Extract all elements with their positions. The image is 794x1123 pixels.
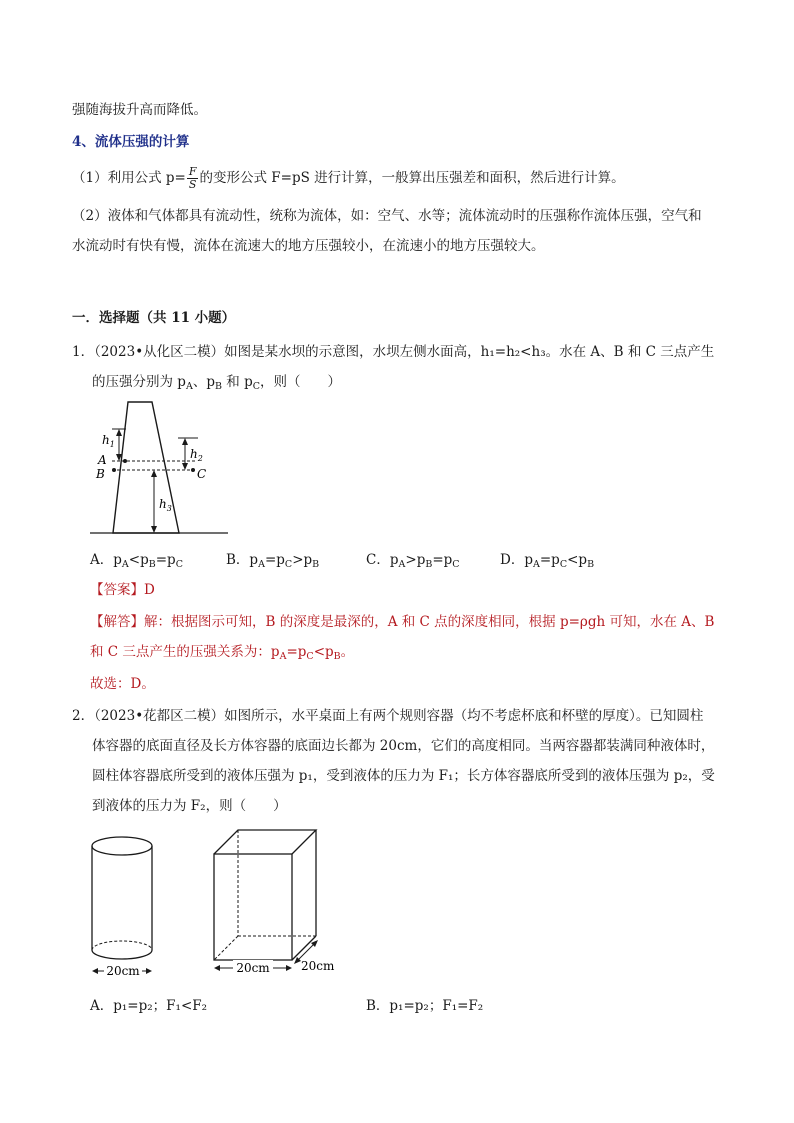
- q2-option-b: B．p₁=p₂；F₁=F₂: [366, 998, 484, 1014]
- section4-intro-tail: 强随海拔升高而降低。: [72, 102, 207, 118]
- section4-item2-line1: （2）液体和气体都具有流动性，统称为流体，如：空气、水等；流体流动时的压强称作流体压强，空气和: [72, 208, 702, 224]
- part1-heading: 一．选择题（共 11 小题）: [72, 310, 236, 326]
- q1-stem-line2: 的压强分别为 $p_A$、$p_B$ 和 $p_C$，则（ ）: [92, 374, 341, 392]
- cylinder-bottom-front: [92, 950, 152, 959]
- cuboid-width-arrowhead-right: [286, 965, 292, 971]
- point-a: [123, 459, 127, 463]
- fraction-numerator: F: [188, 165, 197, 178]
- item1-prefix: （1）利用公式 p=: [72, 170, 186, 186]
- cuboid-width-label: 20cm: [236, 961, 270, 975]
- h3-arrowhead-top: [151, 470, 157, 477]
- point-b: [112, 468, 116, 472]
- cylinder-bottom-back: [92, 941, 152, 950]
- cuboid-hidden-depth: [214, 936, 238, 960]
- q1-stem-line1: 1．（2023•从化区二模）如图是某水坝的示意图，水坝左侧水面高，h₁=h₂<h₃。水在 A、B 和 C 三点产生: [72, 344, 715, 360]
- cuboid-top-back: [214, 830, 316, 854]
- label-a: A: [98, 453, 107, 467]
- analysis-text: 解：根据图示可知，B 的深度是最深的，A 和 C 点的深度相同，根据 p=ρgh 可知，水在 A、B: [144, 614, 715, 630]
- h1-arrowhead-top: [116, 429, 122, 436]
- q1-analysis-line2: 和 C 三点产生的压强关系为：$p_A=p_C<p_B$。: [90, 644, 355, 662]
- cuboid-width-arrowhead-left: [214, 965, 220, 971]
- fraction-denominator: S: [188, 178, 197, 191]
- q2-stem-line4: 到液体的压力为 F₂，则（ ）: [92, 798, 287, 814]
- cylinder-arrowhead-left: [92, 968, 98, 974]
- q1-analysis-line1: [90, 612, 714, 632]
- label-h2: $h_2$: [190, 447, 203, 463]
- cylinder-arrowhead-right: [146, 968, 152, 974]
- cuboid-bottom-right: [292, 936, 316, 960]
- section4-item2-line2: 水流动时有快有慢，流体在流速大的地方压强较小，在流速小的地方压强较大。: [72, 238, 545, 254]
- q1-option-a: A．$p_A<p_B=p_C$: [90, 552, 183, 570]
- section4-heading: 4、流体压强的计算: [72, 134, 190, 150]
- q2-stem-line2: 体容器的底面直径及长方体容器的底面边长都为 20cm，它们的高度相同。当两容器都装满同种液体时，: [92, 738, 715, 754]
- q1-option-c: C．$p_A>p_B=p_C$: [366, 552, 460, 570]
- h2-arrowhead-bottom: [182, 463, 188, 470]
- q2-stem-line3: 圆柱体容器底所受到的液体压强为 p₁，受到液体的压力为 F₁；长方体容器底所受到的液体压强为 p₂，受: [92, 768, 715, 784]
- formula-fraction: [187, 166, 199, 191]
- analysis-label: 【解答】: [90, 614, 144, 630]
- h2-arrowhead-top: [182, 438, 188, 445]
- label-h1: $h_1$: [102, 433, 115, 449]
- q1-answer: 【答案】D: [90, 582, 155, 598]
- section4-item1: [72, 164, 625, 192]
- label-h3: $h_3$: [159, 497, 172, 513]
- cuboid-front-face: [214, 854, 292, 960]
- cylinder-diagram: [84, 832, 174, 982]
- q2-stem-line1: 2．（2023•花都区二模）如图所示，水平桌面上有两个规则容器（均不考虑杯底和杯壁的厚度）。已知圆柱: [72, 708, 704, 724]
- cylinder-label: 20cm: [106, 964, 140, 978]
- h3-arrowhead-bottom: [151, 526, 157, 533]
- item1-suffix: 的变形公式 F=pS 进行计算，一般算出压强差和面积，然后进行计算。: [199, 170, 625, 186]
- cuboid-diagram: [206, 826, 346, 982]
- label-c: C: [197, 467, 207, 481]
- cylinder-top: [92, 837, 152, 855]
- q1-conclusion: 故选：D。: [90, 676, 155, 692]
- cuboid-depth-label: 20cm: [301, 959, 335, 973]
- q1-option-b: B．$p_A=p_C>p_B$: [226, 552, 320, 570]
- q2-option-a: A．p₁=p₂；F₁<F₂: [90, 998, 208, 1014]
- q1-option-d: D．$p_A=p_C<p_B$: [500, 552, 595, 570]
- point-c: [191, 468, 195, 472]
- label-b: B: [96, 467, 105, 481]
- dam-diagram: [86, 398, 236, 540]
- dam-body: [113, 402, 179, 533]
